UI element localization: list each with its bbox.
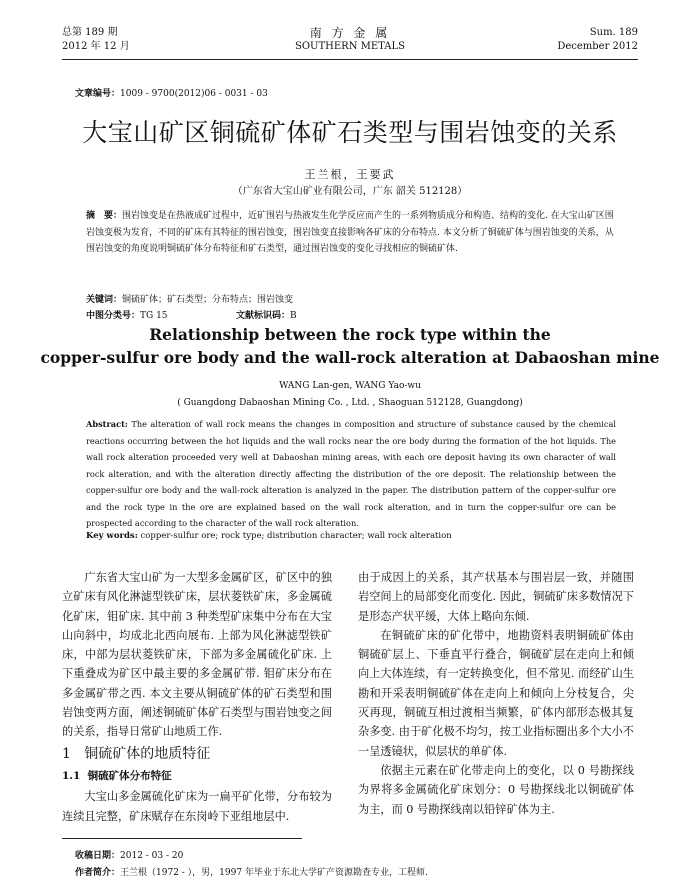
article-number-value: 1009 - 9700(2012)06 - 0031 - 03 xyxy=(120,89,268,99)
doc-code xyxy=(236,308,297,321)
section-1-number: 1 xyxy=(62,745,71,762)
right-paragraph-1: 由于成因上的关系，其产状基本与围岩层一致，并随围岩空间上的局部变化而变化. 因此，铜硫矿床多数情况下是形态产状平缓，大体上略向东倾. xyxy=(358,571,634,623)
journal-name-en: SOUTHERN METALS xyxy=(295,41,405,52)
abstract-en-text: The alteration of wall rock means the changes in composition and structure of substance caused by the chemical reactions occurring between the hot liquids and the wall rocks near the ore body during the formation of the hot liquids. The wall rock alteration proceeded very well at Dabaoshan mining areas, with each ore deposit having its own character of wall rock alteration, and with the alteration directly affecting the distribution of the ore deposit. The relationship between the copper-sulfur ore body and the wall-rock alteration is analyzed in the paper. The distribution pattern of the copper-sulfur ore and the rock type in the ore are explained based on the wall rock alteration, and in turn the copper-sulfur ore can be prospected according to the character of the wall rock alteration. xyxy=(86,419,616,528)
right-paragraph-2: 在铜硫矿床的矿化带中，地勘资料表明铜硫矿体由铜硫矿层上、下垂直平行叠合，铜硫矿层在走向上和倾向上大体连续，有一定转换变化，但不常见. 而经矿山生勘和开采表明铜硫矿体在走向上和倾向上分枝复合，尖灭再现，铜硫互相过渡相当频繁，矿体内部形态极其复杂多变. 由于矿化极不均匀，按工业指标圈出多个大小不一呈透镜状，似层状的单矿体. xyxy=(358,628,634,758)
right-paragraph-3: 依据主元素在矿化带走向上的变化，以 0 号勘探线为界将多金属硫化矿床划分：0 号勘探线北以铜硫矿体为主，而 0 号勘探线南以铅锌矿体为主. xyxy=(358,763,634,816)
footnote-received xyxy=(75,848,183,861)
doc-code-value: B xyxy=(290,311,297,321)
title-cn: 大宝山矿区铜硫矿体矿石类型与围岩蚀变的关系 xyxy=(82,118,618,147)
subsection-1-1-title: 铜硫矿体分布特征 xyxy=(87,769,172,782)
abstract-en xyxy=(86,416,616,532)
clc-value: TG 15 xyxy=(140,311,168,321)
subsection-1-1-heading xyxy=(62,767,332,786)
journal-name-cn: 南 方 金 属 xyxy=(309,26,391,40)
clc-number xyxy=(86,308,236,321)
keywords-cn-text: 铜硫矿体；矿石类型；分布特点；围岩蚀变 xyxy=(122,295,294,305)
left-tail-paragraph: 大宝山多金属硫化矿床为一扁平矿化带，分布较为连续且完整，矿床赋存在东岗岭下亚组地层中. xyxy=(62,790,332,823)
doc-code-label: 文献标识码： xyxy=(236,311,291,321)
clc-label: 中图分类号： xyxy=(86,311,141,321)
abstract-cn-text: 围岩蚀变是在热液成矿过程中，近矿围岩与热液发生化学反应而产生的一系列物质成分和构造、结构的变化. 在大宝山矿区围岩蚀变极为发育，不同的矿床有其特征的围岩蚀变，围岩蚀变直接影响各矿床的分布特点. 本文分析了铜硫矿体与围岩蚀变的关系，从围岩蚀变的角度说明铜硫矿体分布特征和矿石类型，通过围岩蚀变的变化寻找相应的铜硫矿体. xyxy=(86,211,614,254)
article-number-label: 文章编号： xyxy=(75,89,121,99)
abstract-cn-label: 摘 要： xyxy=(86,211,123,221)
section-1-title: 铜硫矿体的地质特征 xyxy=(84,745,211,762)
body-right-column xyxy=(358,568,634,819)
article-number xyxy=(75,86,268,99)
author-bio-value: 王兰根（1972 - ），男，1997 年毕业于东北大学矿产资源勘查专业，工程师. xyxy=(120,868,428,878)
authors-cn: 王兰根，王要武 xyxy=(304,168,396,181)
title-en xyxy=(0,323,700,369)
issue-date-cn: 2012 年 12 月 xyxy=(62,41,130,52)
issue-date-en: December 2012 xyxy=(557,41,638,52)
author-bio-label: 作者简介： xyxy=(75,868,121,878)
abstract-cn xyxy=(86,208,616,258)
keywords-cn-label: 关键词： xyxy=(86,295,123,305)
affiliation-cn: （广东省大宝山矿业有限公司，广东 韶关 512128） xyxy=(232,186,468,197)
body-left-column xyxy=(62,568,332,826)
keywords-cn xyxy=(86,292,293,305)
received-value: 2012 - 03 - 20 xyxy=(120,851,184,861)
keywords-en xyxy=(86,531,452,541)
intro-paragraph: 广东省大宝山矿为一大型多金属矿区，矿区中的独立矿床有风化淋滤型铁矿床，层状菱铁矿床，多金属硫化矿床，钼矿床. 其中前 3 种类型矿床集中分布在大宝山向斜中，均成北北西向展布. 上部为风化淋滤型铁矿床，中部为层状菱铁矿床，下部为多金属硫化矿床. 上下重叠成为矿区中最主要的多金属矿带. 钼矿床分布在多金属矿带之西. 本文主要从铜硫矿体的矿石类型和围岩蚀变两方面，阐述铜硫矿体矿石类型与围岩蚀变之间的关系，指导日常矿山地质工作. xyxy=(62,571,332,739)
subsection-1-1-number: 1.1 xyxy=(62,769,81,782)
abstract-en-label: Abstract: xyxy=(86,419,128,429)
keywords-en-label: Key words: xyxy=(86,531,138,541)
classification-cn xyxy=(86,308,297,321)
section-1-heading xyxy=(62,745,332,764)
authors-en: WANG Lan-gen, WANG Yao-wu xyxy=(279,381,421,391)
received-label: 收稿日期： xyxy=(75,851,121,861)
issue-number-en: Sum. 189 xyxy=(589,27,638,38)
footnote-rule xyxy=(62,838,302,839)
header-right xyxy=(557,26,638,54)
footnote-author xyxy=(75,865,428,878)
header-rule xyxy=(62,59,638,60)
title-en-line1: Relationship between the rock type within the xyxy=(149,325,551,344)
keywords-en-text: copper-sulfur ore; rock type; distribution character; wall rock alteration xyxy=(140,531,452,541)
title-en-line2: copper-sulfur ore body and the wall-rock alteration at Dabaoshan mine xyxy=(40,348,660,367)
issue-number-cn: 总第 189 期 xyxy=(62,27,118,38)
affiliation-en: ( Guangdong Dabaoshan Mining Co. , Ltd. , Shaoguan 512128, Guangdong) xyxy=(177,398,523,408)
